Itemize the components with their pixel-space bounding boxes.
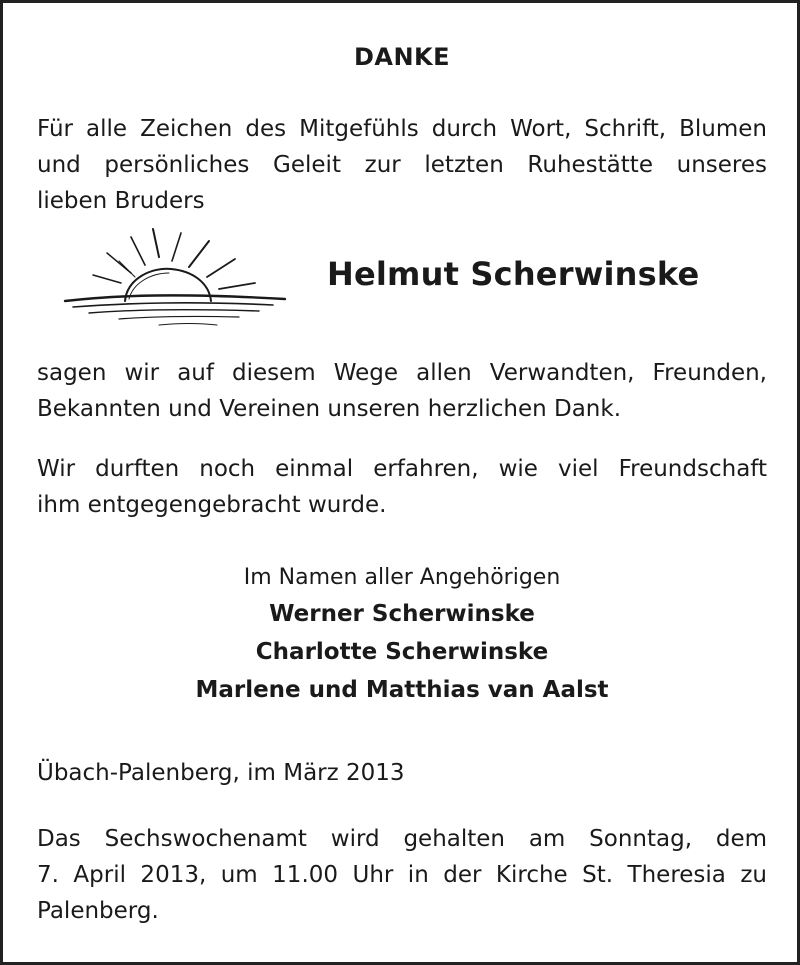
- mass-paragraph: [37, 821, 767, 929]
- intro-line-3: lieben Bruders: [37, 188, 205, 214]
- friendship-line-2: ihm entgegengebracht wurde.: [37, 492, 387, 518]
- thanks-paragraph: [37, 355, 767, 427]
- mass-line-2: 7. April 2013, um 11.00 Uhr in der Kirche St. Theresia zu: [37, 862, 767, 888]
- friendship-line-1: Wir durften noch einmal erfahren, wie viel Freundschaft: [37, 456, 767, 482]
- place-date-line: Übach-Palenberg, im März 2013: [37, 760, 405, 786]
- deceased-name: Helmut Scherwinske: [327, 255, 700, 293]
- intro-paragraph: [37, 111, 767, 219]
- mass-line-3: Palenberg.: [37, 898, 159, 924]
- intro-line-1: Für alle Zeichen des Mitgefühls durch Wort, Schrift, Blumen: [37, 116, 767, 142]
- notice-heading: DANKE: [353, 43, 451, 71]
- friendship-paragraph: [37, 451, 767, 523]
- intro-line-2: und persönliches Geleit zur letzten Ruhestätte unseres: [37, 152, 767, 178]
- signers-block: [37, 561, 767, 709]
- sunset-icon: [59, 221, 291, 333]
- mass-line-1: Das Sechswochenamt wird gehalten am Sonntag, dem: [37, 826, 767, 852]
- thanks-line-2: Bekannten und Vereinen unseren herzlichen Dank.: [37, 396, 622, 422]
- place-date: [37, 755, 767, 791]
- signers-intro: Im Namen aller Angehörigen: [243, 565, 561, 590]
- thanks-line-1: sagen wir auf diesem Wege allen Verwandten, Freunden,: [37, 360, 767, 386]
- signer-name: Charlotte Scherwinske: [255, 639, 549, 665]
- signer-name: Marlene und Matthias van Aalst: [195, 677, 609, 703]
- signer-name: Werner Scherwinske: [269, 601, 535, 627]
